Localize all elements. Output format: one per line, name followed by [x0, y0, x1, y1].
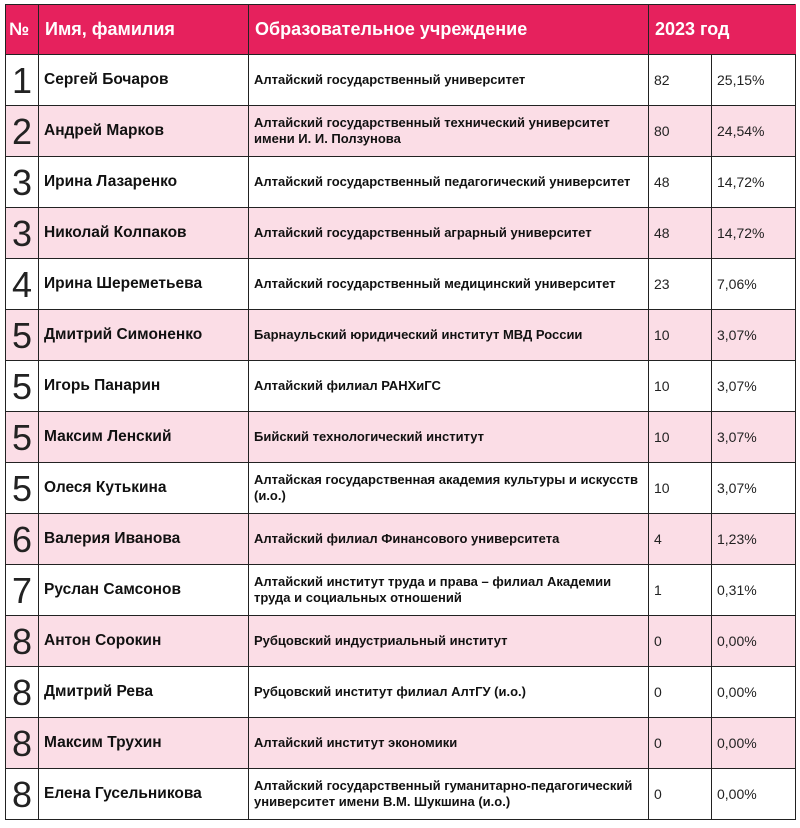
percent-cell: 24,54%: [712, 106, 796, 157]
name-cell: Антон Сорокин: [39, 616, 249, 667]
percent-cell: 14,72%: [712, 208, 796, 259]
percent-cell: 3,07%: [712, 361, 796, 412]
rank-cell: 5: [6, 412, 39, 463]
rank-cell: 1: [6, 55, 39, 106]
table-row: [6, 106, 796, 157]
percent-cell: 0,00%: [712, 769, 796, 820]
rank-cell: 8: [6, 769, 39, 820]
name-cell: Николай Колпаков: [39, 208, 249, 259]
name-cell: Валерия Иванова: [39, 514, 249, 565]
percent-cell: 25,15%: [712, 55, 796, 106]
name-cell: Ирина Лазаренко: [39, 157, 249, 208]
institution-cell: Алтайская государственная академия культуры и искусств (и.о.): [249, 463, 649, 514]
table-row: [6, 361, 796, 412]
votes-cell: 0: [649, 718, 712, 769]
rank-cell: 5: [6, 463, 39, 514]
rank-cell: 6: [6, 514, 39, 565]
votes-cell: 80: [649, 106, 712, 157]
rank-cell: 2: [6, 106, 39, 157]
table-row: [6, 718, 796, 769]
institution-cell: Алтайский институт труда и права – филиал Академии труда и социальных отношений: [249, 565, 649, 616]
institution-cell: Алтайский государственный гуманитарно-педагогический университет имени В.М. Шукшина (и.о.): [249, 769, 649, 820]
institution-cell: Бийский технологический институт: [249, 412, 649, 463]
rating-table-container: [5, 4, 796, 820]
name-cell: Руслан Самсонов: [39, 565, 249, 616]
table-row: [6, 259, 796, 310]
institution-cell: Рубцовский институт филиал АлтГУ (и.о.): [249, 667, 649, 718]
name-cell: Андрей Марков: [39, 106, 249, 157]
table-row: [6, 157, 796, 208]
name-cell: Елена Гусельникова: [39, 769, 249, 820]
rank-cell: 3: [6, 157, 39, 208]
votes-cell: 4: [649, 514, 712, 565]
percent-cell: 3,07%: [712, 463, 796, 514]
institution-cell: Алтайский филиал Финансового университета: [249, 514, 649, 565]
institution-cell: Рубцовский индустриальный институт: [249, 616, 649, 667]
institution-cell: Алтайский государственный аграрный университет: [249, 208, 649, 259]
percent-cell: 3,07%: [712, 310, 796, 361]
name-cell: Олеся Кутькина: [39, 463, 249, 514]
institution-cell: Алтайский филиал РАНХиГС: [249, 361, 649, 412]
votes-cell: 48: [649, 157, 712, 208]
votes-cell: 0: [649, 769, 712, 820]
name-cell: Максим Трухин: [39, 718, 249, 769]
name-cell: Дмитрий Рева: [39, 667, 249, 718]
table-header: [6, 5, 796, 55]
rank-cell: 3: [6, 208, 39, 259]
table-row: [6, 667, 796, 718]
institution-cell: Алтайский государственный университет: [249, 55, 649, 106]
name-cell: Сергей Бочаров: [39, 55, 249, 106]
percent-cell: 0,00%: [712, 667, 796, 718]
table-row: [6, 769, 796, 820]
votes-cell: 0: [649, 616, 712, 667]
votes-cell: 0: [649, 667, 712, 718]
votes-cell: 10: [649, 310, 712, 361]
header-name: Имя, фамилия: [39, 5, 249, 55]
rank-cell: 4: [6, 259, 39, 310]
institution-cell: Барнаульский юридический институт МВД России: [249, 310, 649, 361]
table-row: [6, 208, 796, 259]
votes-cell: 48: [649, 208, 712, 259]
table-row: [6, 514, 796, 565]
table-row: [6, 616, 796, 667]
rank-cell: 8: [6, 718, 39, 769]
header-institution: Образовательное учреждение: [249, 5, 649, 55]
table-row: [6, 55, 796, 106]
rank-cell: 8: [6, 667, 39, 718]
percent-cell: 1,23%: [712, 514, 796, 565]
name-cell: Ирина Шереметьева: [39, 259, 249, 310]
rank-cell: 8: [6, 616, 39, 667]
percent-cell: 0,00%: [712, 718, 796, 769]
rank-cell: 7: [6, 565, 39, 616]
institution-cell: Алтайский государственный педагогический университет: [249, 157, 649, 208]
votes-cell: 10: [649, 361, 712, 412]
institution-cell: Алтайский государственный технический университет имени И. И. Ползунова: [249, 106, 649, 157]
table-row: [6, 310, 796, 361]
percent-cell: 0,31%: [712, 565, 796, 616]
institution-cell: Алтайский институт экономики: [249, 718, 649, 769]
name-cell: Дмитрий Симоненко: [39, 310, 249, 361]
name-cell: Максим Ленский: [39, 412, 249, 463]
table-row: [6, 565, 796, 616]
rank-cell: 5: [6, 310, 39, 361]
votes-cell: 23: [649, 259, 712, 310]
percent-cell: 3,07%: [712, 412, 796, 463]
table-body: [6, 55, 796, 820]
table-row: [6, 412, 796, 463]
votes-cell: 10: [649, 463, 712, 514]
header-year: 2023 год: [649, 5, 796, 55]
institution-cell: Алтайский государственный медицинский университет: [249, 259, 649, 310]
percent-cell: 0,00%: [712, 616, 796, 667]
name-cell: Игорь Панарин: [39, 361, 249, 412]
percent-cell: 14,72%: [712, 157, 796, 208]
table-row: [6, 463, 796, 514]
votes-cell: 10: [649, 412, 712, 463]
votes-cell: 1: [649, 565, 712, 616]
rating-table: [5, 4, 796, 820]
votes-cell: 82: [649, 55, 712, 106]
rank-cell: 5: [6, 361, 39, 412]
percent-cell: 7,06%: [712, 259, 796, 310]
header-rank: №: [6, 5, 39, 55]
